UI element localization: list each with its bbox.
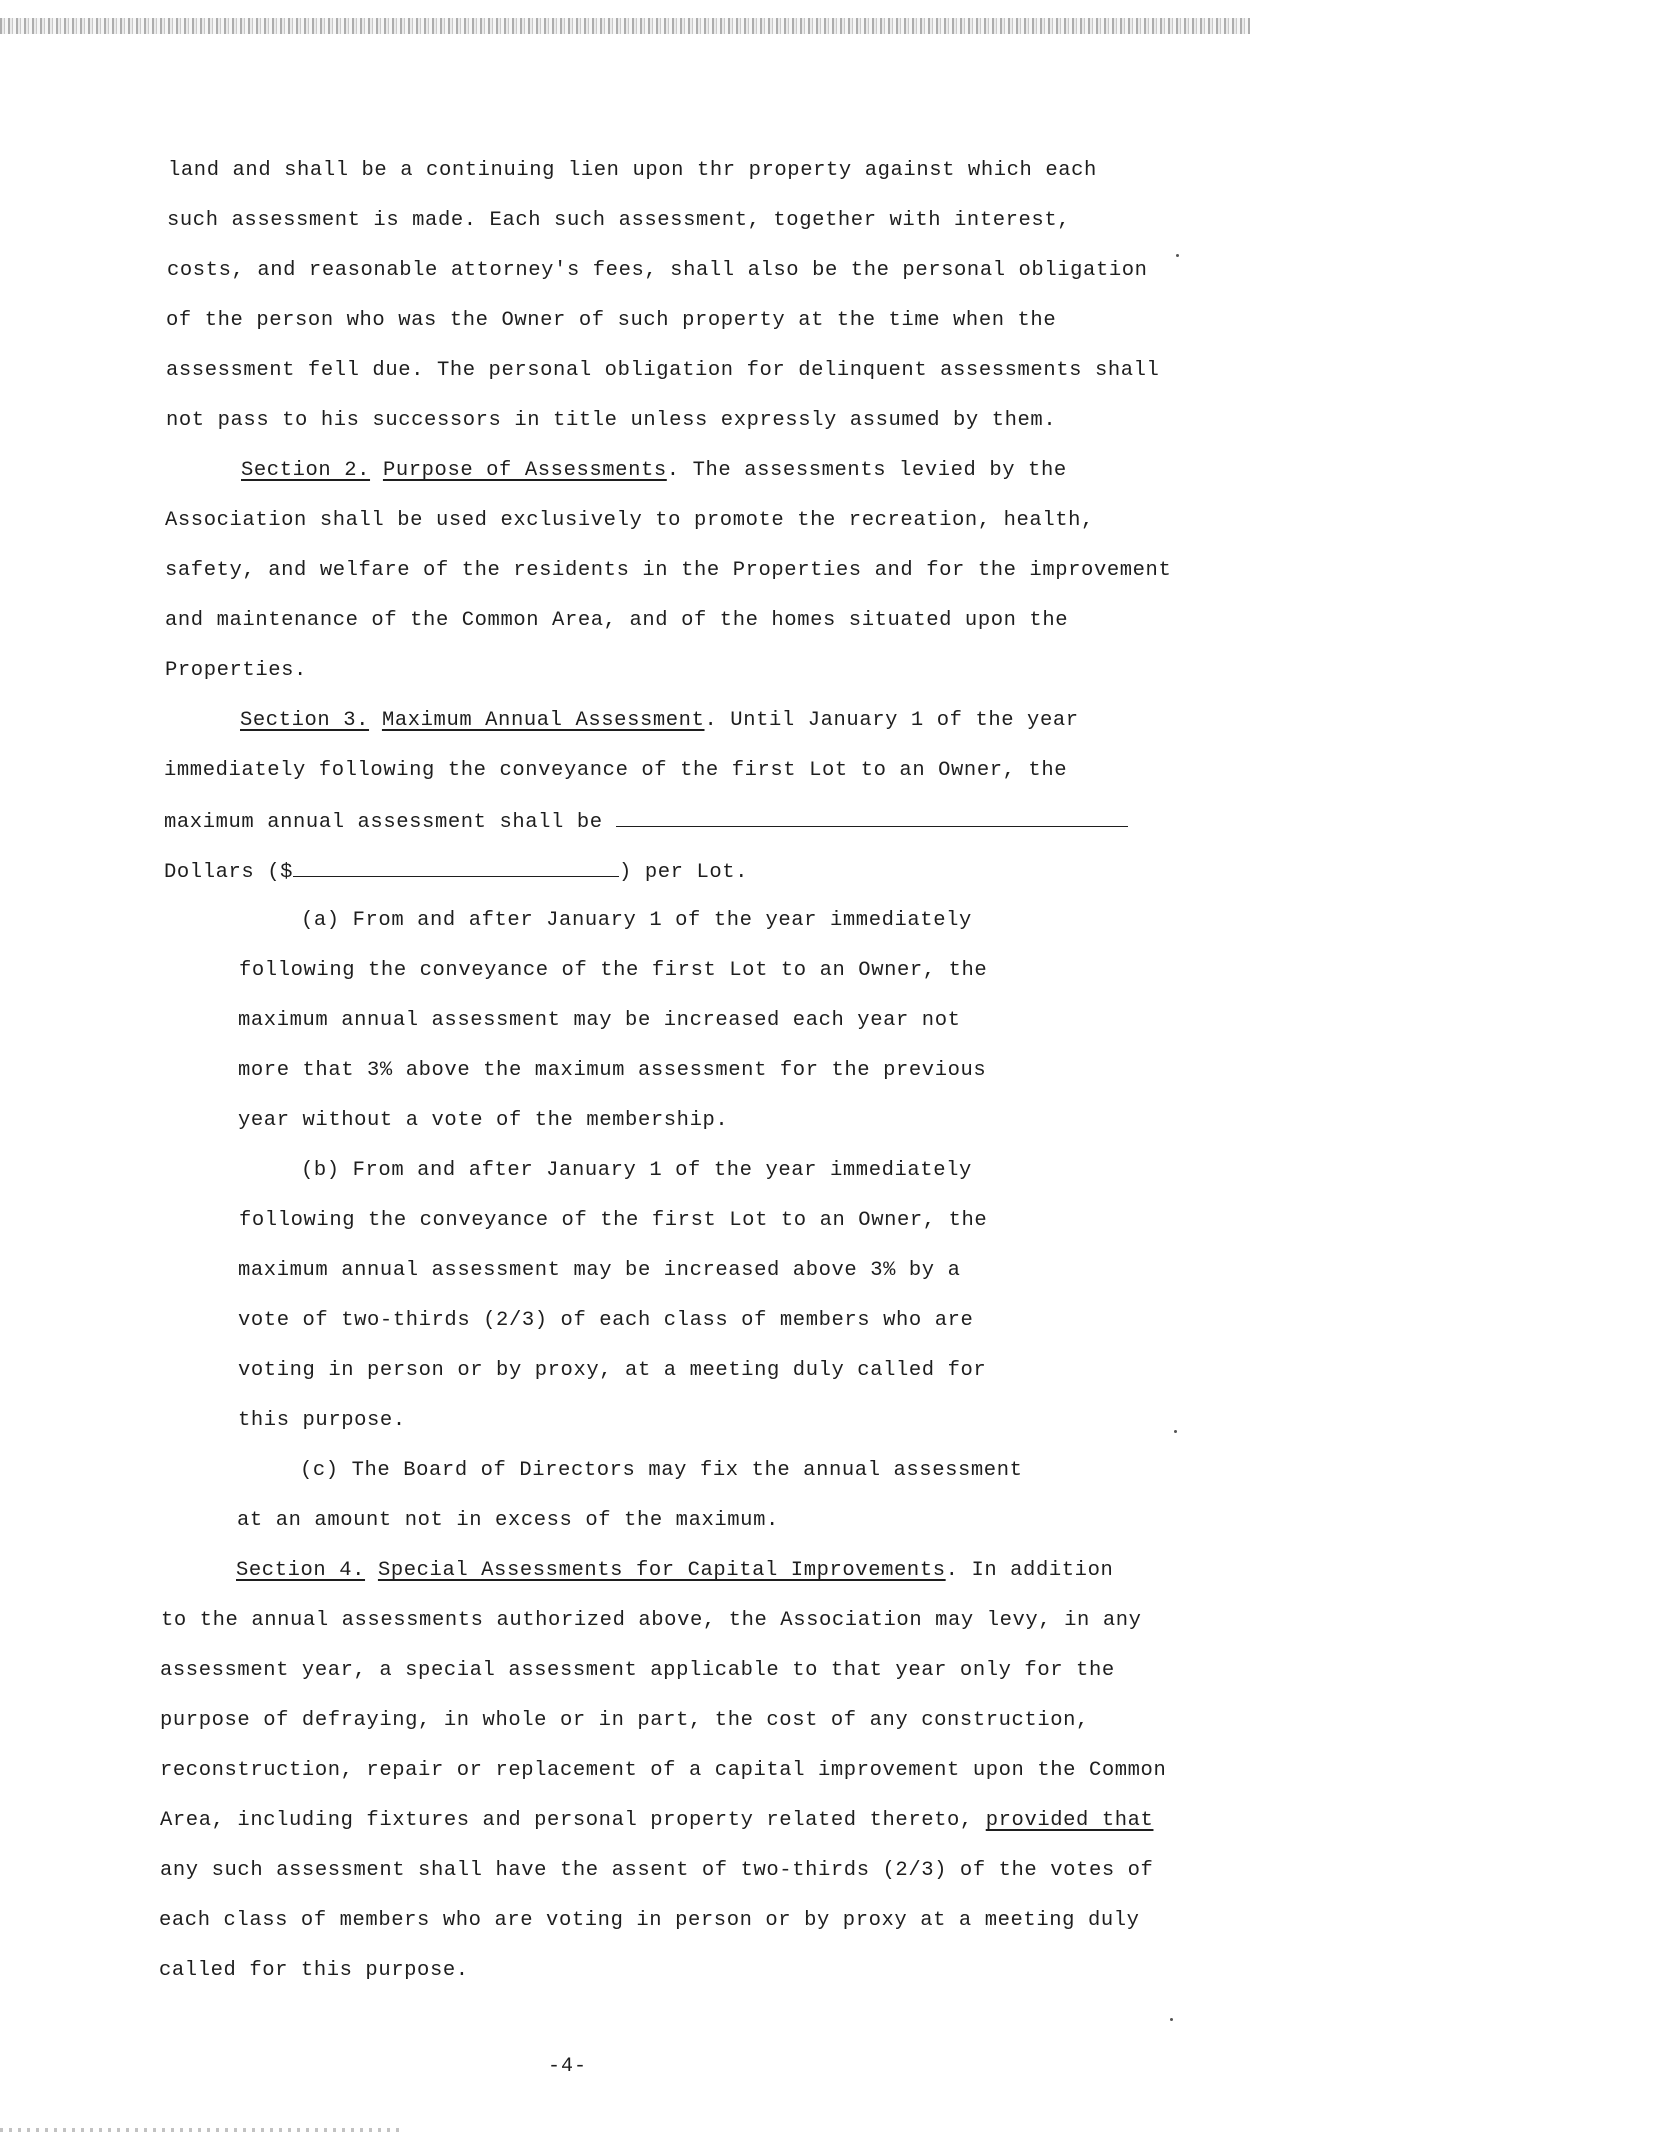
- page-number: -4-: [548, 2055, 588, 2078]
- section-2-heading-line: [241, 458, 1067, 484]
- scan-speck: [1170, 2018, 1173, 2021]
- subsection-c-line: at an amount not in excess of the maximum.: [237, 1509, 779, 1532]
- paragraph-line: [164, 808, 1128, 836]
- paragraph-line: immediately following the conveyance of the first Lot to an Owner, the: [164, 759, 1068, 782]
- section-4-heading-line: [236, 1558, 1113, 1584]
- subsection-b-line: voting in person or by proxy, at a meeting duly called for: [238, 1359, 987, 1382]
- provided-that: provided that: [985, 1809, 1154, 1832]
- paragraph-line: any such assessment shall have the assent of two-thirds (2/3) of the votes of: [160, 1859, 1154, 1882]
- subsection-b-line: vote of two-thirds (2/3) of each class of members who are: [238, 1309, 974, 1332]
- section-3-text: . Until January 1 of the year: [704, 709, 1079, 732]
- paragraph-line: purpose of defraying, in whole or in part, the cost of any construction,: [160, 1709, 1089, 1732]
- per-lot-label: ) per Lot.: [619, 861, 749, 884]
- section-3-heading-line: [240, 708, 1079, 734]
- section-2-title: Purpose of Assessments: [382, 459, 667, 482]
- section-2-text: . The assessments levied by the: [666, 459, 1067, 482]
- subsection-b-line: following the conveyance of the first Lot to an Owner, the: [239, 1209, 988, 1232]
- paragraph-line: each class of members who are voting in person or by proxy at a meeting duly: [159, 1909, 1140, 1932]
- section-3-title: Maximum Annual Assessment: [381, 709, 705, 732]
- paragraph-line: to the annual assessments authorized above, the Association may levy, in any: [161, 1609, 1142, 1632]
- paragraph-line: such assessment is made. Each such assessment, together with interest,: [167, 209, 1071, 232]
- subsection-a-line: following the conveyance of the first Lot to an Owner, the: [239, 959, 988, 982]
- subsection-c-line: (c) The Board of Directors may fix the annual assessment: [300, 1459, 1023, 1482]
- section-3-label: Section 3.: [240, 709, 370, 732]
- paragraph-line: called for this purpose.: [159, 1959, 469, 1982]
- section-2-label: Section 2.: [241, 459, 371, 482]
- dollars-blank: [293, 858, 619, 877]
- assessment-amount-blank: [616, 808, 1128, 827]
- provision-text: Area, including fixtures and personal property related thereto,: [160, 1809, 986, 1832]
- paragraph-line: and maintenance of the Common Area, and of the homes situated upon the: [165, 609, 1069, 632]
- paragraph-line: not pass to his successors in title unless expressly assumed by them.: [166, 409, 1057, 432]
- subsection-a-line: year without a vote of the membership.: [238, 1109, 729, 1132]
- scan-artifact-top: [0, 18, 1250, 34]
- paragraph-line: safety, and welfare of the residents in the Properties and for the improvement: [165, 559, 1172, 582]
- paragraph-line: [164, 858, 748, 886]
- paragraph-line: land and shall be a continuing lien upon thr property against which each: [168, 159, 1097, 182]
- scan-artifact-bottom: [0, 2128, 400, 2132]
- paragraph-line: Association shall be used exclusively to promote the recreation, health,: [165, 509, 1094, 532]
- subsection-a-line: maximum annual assessment may be increased each year not: [238, 1009, 961, 1032]
- subsection-b-line: maximum annual assessment may be increased above 3% by a: [238, 1259, 961, 1282]
- dollars-label: Dollars ($: [164, 861, 294, 884]
- paragraph-line: Properties.: [165, 659, 307, 682]
- subsection-b-line: (b) From and after January 1 of the year immediately: [301, 1159, 972, 1182]
- section-4-text: . In addition: [945, 1559, 1114, 1582]
- paragraph-line: of the person who was the Owner of such property at the time when the: [166, 309, 1057, 332]
- paragraph-line: assessment year, a special assessment applicable to that year only for the: [160, 1659, 1115, 1682]
- section-4-title: Special Assessments for Capital Improvements: [377, 1559, 946, 1582]
- scan-speck: [1174, 1430, 1177, 1433]
- paragraph-line: assessment fell due. The personal obligation for delinquent assessments shall: [166, 359, 1160, 382]
- subsection-a-line: (a) From and after January 1 of the year immediately: [301, 909, 972, 932]
- section-4-label: Section 4.: [236, 1559, 366, 1582]
- paragraph-line: reconstruction, repair or replacement of a capital improvement upon the Common: [160, 1759, 1167, 1782]
- scan-speck: [1176, 254, 1179, 257]
- subsection-b-line: this purpose.: [238, 1409, 406, 1432]
- assessment-amount-label: maximum annual assessment shall be: [164, 811, 603, 834]
- paragraph-line: costs, and reasonable attorney's fees, shall also be the personal obligation: [167, 259, 1148, 282]
- paragraph-line: [160, 1808, 1153, 1834]
- subsection-a-line: more that 3% above the maximum assessment for the previous: [238, 1059, 987, 1082]
